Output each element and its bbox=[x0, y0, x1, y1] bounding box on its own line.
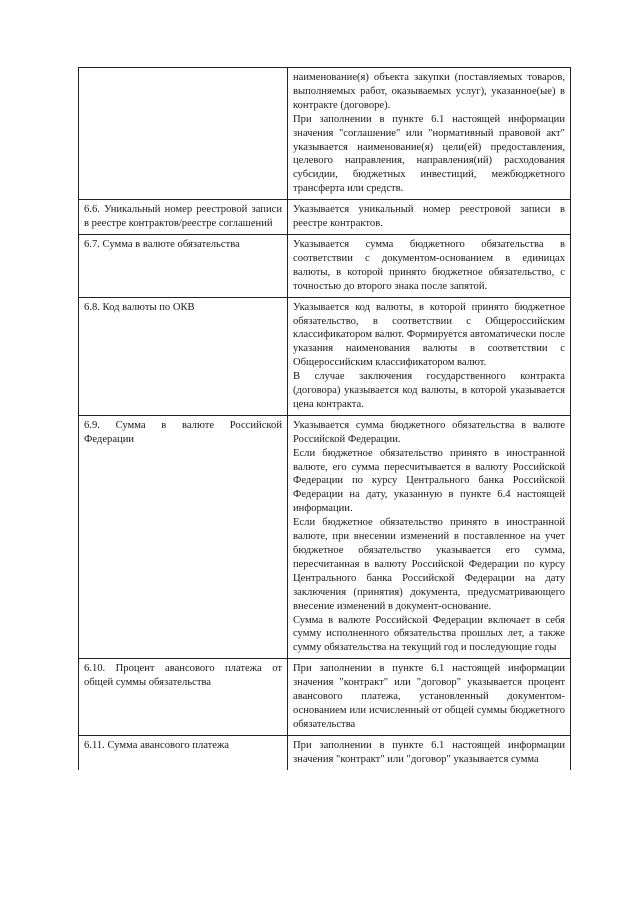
row-label: 6.6. Уникальный номер реестровой записи в реестре контрактов/реестре соглашений bbox=[79, 200, 288, 235]
row-description bbox=[288, 415, 571, 658]
table-row bbox=[79, 659, 571, 736]
row-label: 6.9. Сумма в валюте Российской Федерации bbox=[79, 415, 288, 658]
row-label bbox=[79, 68, 288, 200]
table-row bbox=[79, 68, 571, 200]
description-paragraph: При заполнении в пункте 6.1 настоящей информации значения "контракт" или "договор" указывается процент авансового платежа, установленный документом-основанием или исчисленный от общей суммы бюджетного обязательства bbox=[293, 663, 565, 730]
description-paragraph: При заполнении в пункте 6.1 настоящей информации значения "контракт" или "договор" указывается сумма bbox=[293, 739, 565, 765]
row-label: 6.8. Код валюты по ОКВ bbox=[79, 297, 288, 415]
row-description bbox=[288, 659, 571, 736]
table-row bbox=[79, 735, 571, 769]
description-paragraph: Указывается уникальный номер реестровой записи в реестре контрактов. bbox=[293, 204, 565, 230]
row-label: 6.10. Процент авансового платежа от общей суммы обязательства bbox=[79, 659, 288, 736]
description-paragraph: Сумма в валюте Российской Федерации включает в себя сумму исполненного обязательства прошлых лет, а также сумму обязательства на текущий год и последующие годы bbox=[293, 614, 565, 654]
row-description bbox=[288, 735, 571, 769]
description-paragraph: наименование(я) объекта закупки (поставляемых товаров, выполняемых работ, оказываемых услуг), указанное(ые) в контракте (договоре). bbox=[293, 72, 565, 111]
row-label: 6.11. Сумма авансового платежа bbox=[79, 735, 288, 769]
row-description bbox=[288, 297, 571, 415]
row-description bbox=[288, 68, 571, 200]
row-description bbox=[288, 234, 571, 297]
table-row bbox=[79, 200, 571, 235]
description-paragraph: Указывается сумма бюджетного обязательства в соответствии с документом-основанием в единицах валюты, в которой принято бюджетное обязательство, с точностью до второго знака после запятой. bbox=[293, 238, 565, 292]
description-paragraph: При заполнении в пункте 6.1 настоящей информации значения "соглашение" или "нормативный правовой акт" указывается наименование(я) цели(ей) предоставления, целевого направления, направления(ий) расходования субсидии, бюджетных инвестиций, межбюджетного трансферта или средств. bbox=[293, 113, 565, 195]
description-paragraph: Указывается код валюты, в которой принято бюджетное обязательство, в соответствии с Общероссийским классификатором валют. Формируется автоматически после указания наименования валюты в соответствии с Общероссийским классификатором валют. bbox=[293, 301, 565, 369]
table-row bbox=[79, 297, 571, 415]
row-label: 6.7. Сумма в валюте обязательства bbox=[79, 234, 288, 297]
description-paragraph: Если бюджетное обязательство принято в иностранной валюте, при внесении изменений в поставленное на учет бюджетное обязательство указывается его сумма, пересчитанная в валюту Российской Федерации по курсу Центрального банка Российской Федерации на дату заключения (принятия) документа, предусматривающего внесение изменений в документ-основание. bbox=[293, 517, 565, 612]
description-paragraph: Указывается сумма бюджетного обязательства в валюте Российской Федерации. bbox=[293, 419, 565, 445]
description-paragraph: В случае заключения государственного контракта (договора) указывается код валюты, в которой указывается цена контракта. bbox=[293, 371, 565, 410]
table-row bbox=[79, 415, 571, 658]
table-row bbox=[79, 234, 571, 297]
row-description bbox=[288, 200, 571, 235]
instructions-table bbox=[78, 67, 571, 770]
description-paragraph: Если бюджетное обязательство принято в иностранной валюте, его сумма пересчитывается в валюту Российской Федерации по курсу Центрального банка Российской Федерации на дату, указанную в пункте 6.4 настоящей информации. bbox=[293, 447, 565, 515]
